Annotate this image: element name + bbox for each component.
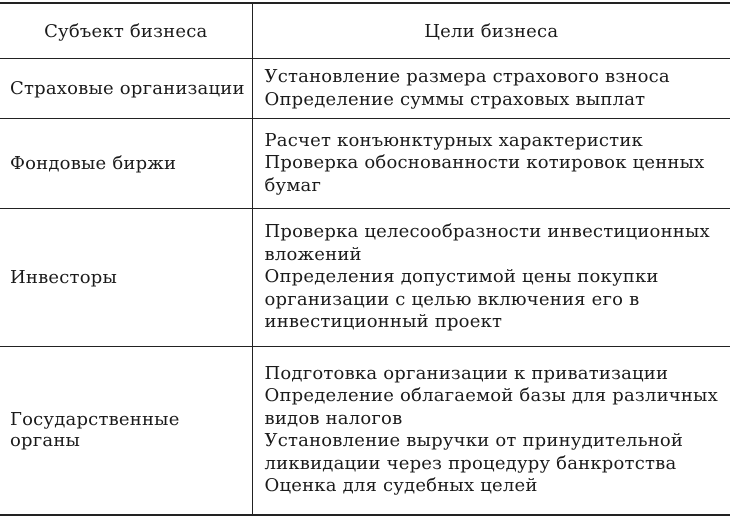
goal-item: Подготовка организации к приватизации [264, 362, 669, 384]
goals-cell [252, 119, 730, 209]
goal-item: Определение суммы страховых выплат [264, 88, 646, 110]
subject-cell: Инвесторы [0, 209, 252, 347]
header-subject: Субъект бизнеса [0, 3, 252, 59]
goal-item: Установление выручки от принудительной ликвидации через процедуру банкротства [264, 430, 684, 474]
goal-item: Определение облагаемой базы для различных видов налогов [264, 385, 718, 429]
table-row [0, 119, 730, 209]
goal-item: Установление размера страхового взноса [264, 66, 670, 87]
goal-item: Проверка целесообразности инвестиционных вложений [264, 221, 710, 265]
business-goals-table [0, 2, 730, 516]
goals-cell [252, 209, 730, 347]
goal-item: Расчет конъюнктурных характеристик [264, 129, 643, 151]
subject-cell: Государственные органы [0, 347, 252, 515]
table-row [0, 209, 730, 347]
header-goals: Цели бизнеса [252, 3, 730, 59]
subject-cell: Страховые организации [0, 59, 252, 119]
goal-item: Проверка обоснованности котировок ценных бумаг [264, 152, 705, 196]
goal-item: Определения допустимой цены покупки организации с целью включения его в инвестиционный проект [264, 266, 659, 333]
table-header-row [0, 3, 730, 59]
table-row [0, 59, 730, 119]
goal-item: Оценка для судебных целей [264, 475, 538, 497]
subject-cell: Фондовые биржи [0, 119, 252, 209]
goals-cell [252, 347, 730, 515]
table-row [0, 347, 730, 515]
goals-cell [252, 59, 730, 119]
